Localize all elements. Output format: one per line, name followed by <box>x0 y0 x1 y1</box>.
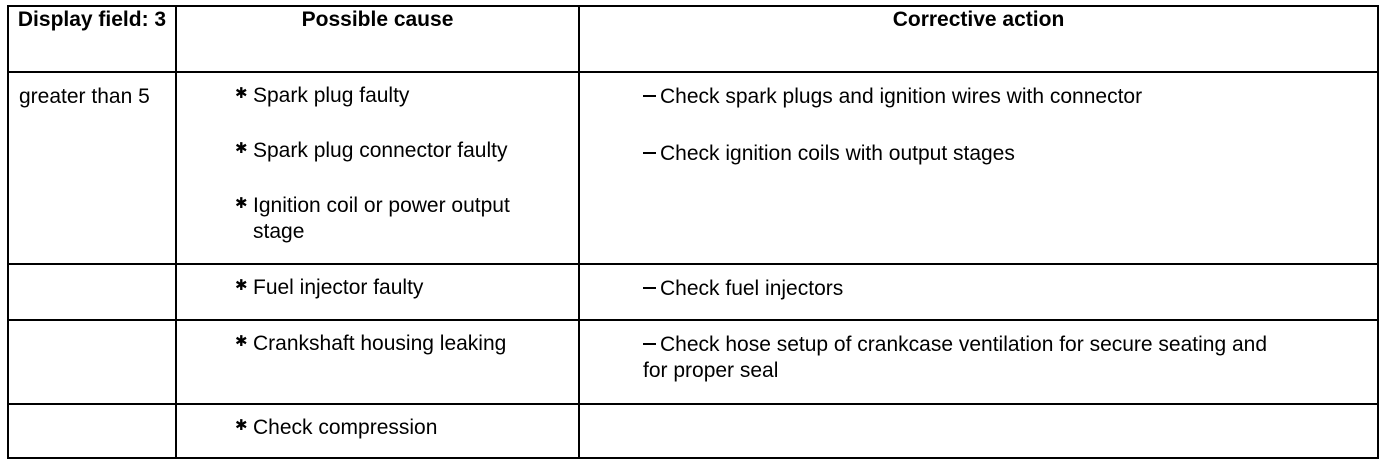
action-item: Check ignition coils with output stages <box>643 141 1363 167</box>
corrective-action-cell <box>579 264 1378 320</box>
cause-item: ✱ Ignition coil or power output stage <box>235 194 510 243</box>
table-row <box>8 404 1378 458</box>
table-row <box>8 72 1378 264</box>
cause-item: ✱ Spark plug connector faulty <box>235 139 508 162</box>
header-corrective-action: Corrective action <box>579 6 1378 72</box>
display-value: greater than 5 <box>8 72 176 264</box>
action-item: Check hose setup of crankcase ventilation for secure seating and for proper seal <box>643 333 1268 382</box>
dash-bullet-icon <box>643 287 656 289</box>
asterisk-bullet-icon: ✱ <box>235 333 248 350</box>
corrective-action-cell <box>579 72 1378 264</box>
asterisk-bullet-icon: ✱ <box>235 85 248 102</box>
dash-bullet-icon <box>643 343 656 345</box>
corrective-action-cell <box>579 404 1378 458</box>
table-row <box>8 264 1378 320</box>
cause-item: ✱ Check compression <box>235 416 438 439</box>
diagnostic-table <box>7 5 1379 459</box>
cause-item: ✱ Crankshaft housing leaking <box>235 332 507 355</box>
dash-bullet-icon <box>643 95 656 97</box>
possible-cause-cell <box>176 264 579 320</box>
action-item: Check fuel injectors <box>643 276 1363 302</box>
cause-item: ✱ Fuel injector faulty <box>235 276 424 299</box>
corrective-action-cell <box>579 320 1378 404</box>
action-item: Check spark plugs and ignition wires with connector <box>643 84 1363 110</box>
asterisk-bullet-icon: ✱ <box>235 277 248 294</box>
table-row <box>8 320 1378 404</box>
possible-cause-cell <box>176 404 579 458</box>
cause-item: ✱ Spark plug faulty <box>235 84 410 107</box>
possible-cause-cell <box>176 72 579 264</box>
dash-bullet-icon <box>643 152 656 154</box>
possible-cause-cell <box>176 320 579 404</box>
header-row <box>8 6 1378 72</box>
asterisk-bullet-icon: ✱ <box>235 417 248 434</box>
display-value <box>8 320 176 404</box>
header-display-field: Display field: 3 <box>8 6 176 72</box>
header-possible-cause: Possible cause <box>176 6 579 72</box>
display-value <box>8 404 176 458</box>
asterisk-bullet-icon: ✱ <box>235 195 248 212</box>
display-value <box>8 264 176 320</box>
asterisk-bullet-icon: ✱ <box>235 140 248 157</box>
